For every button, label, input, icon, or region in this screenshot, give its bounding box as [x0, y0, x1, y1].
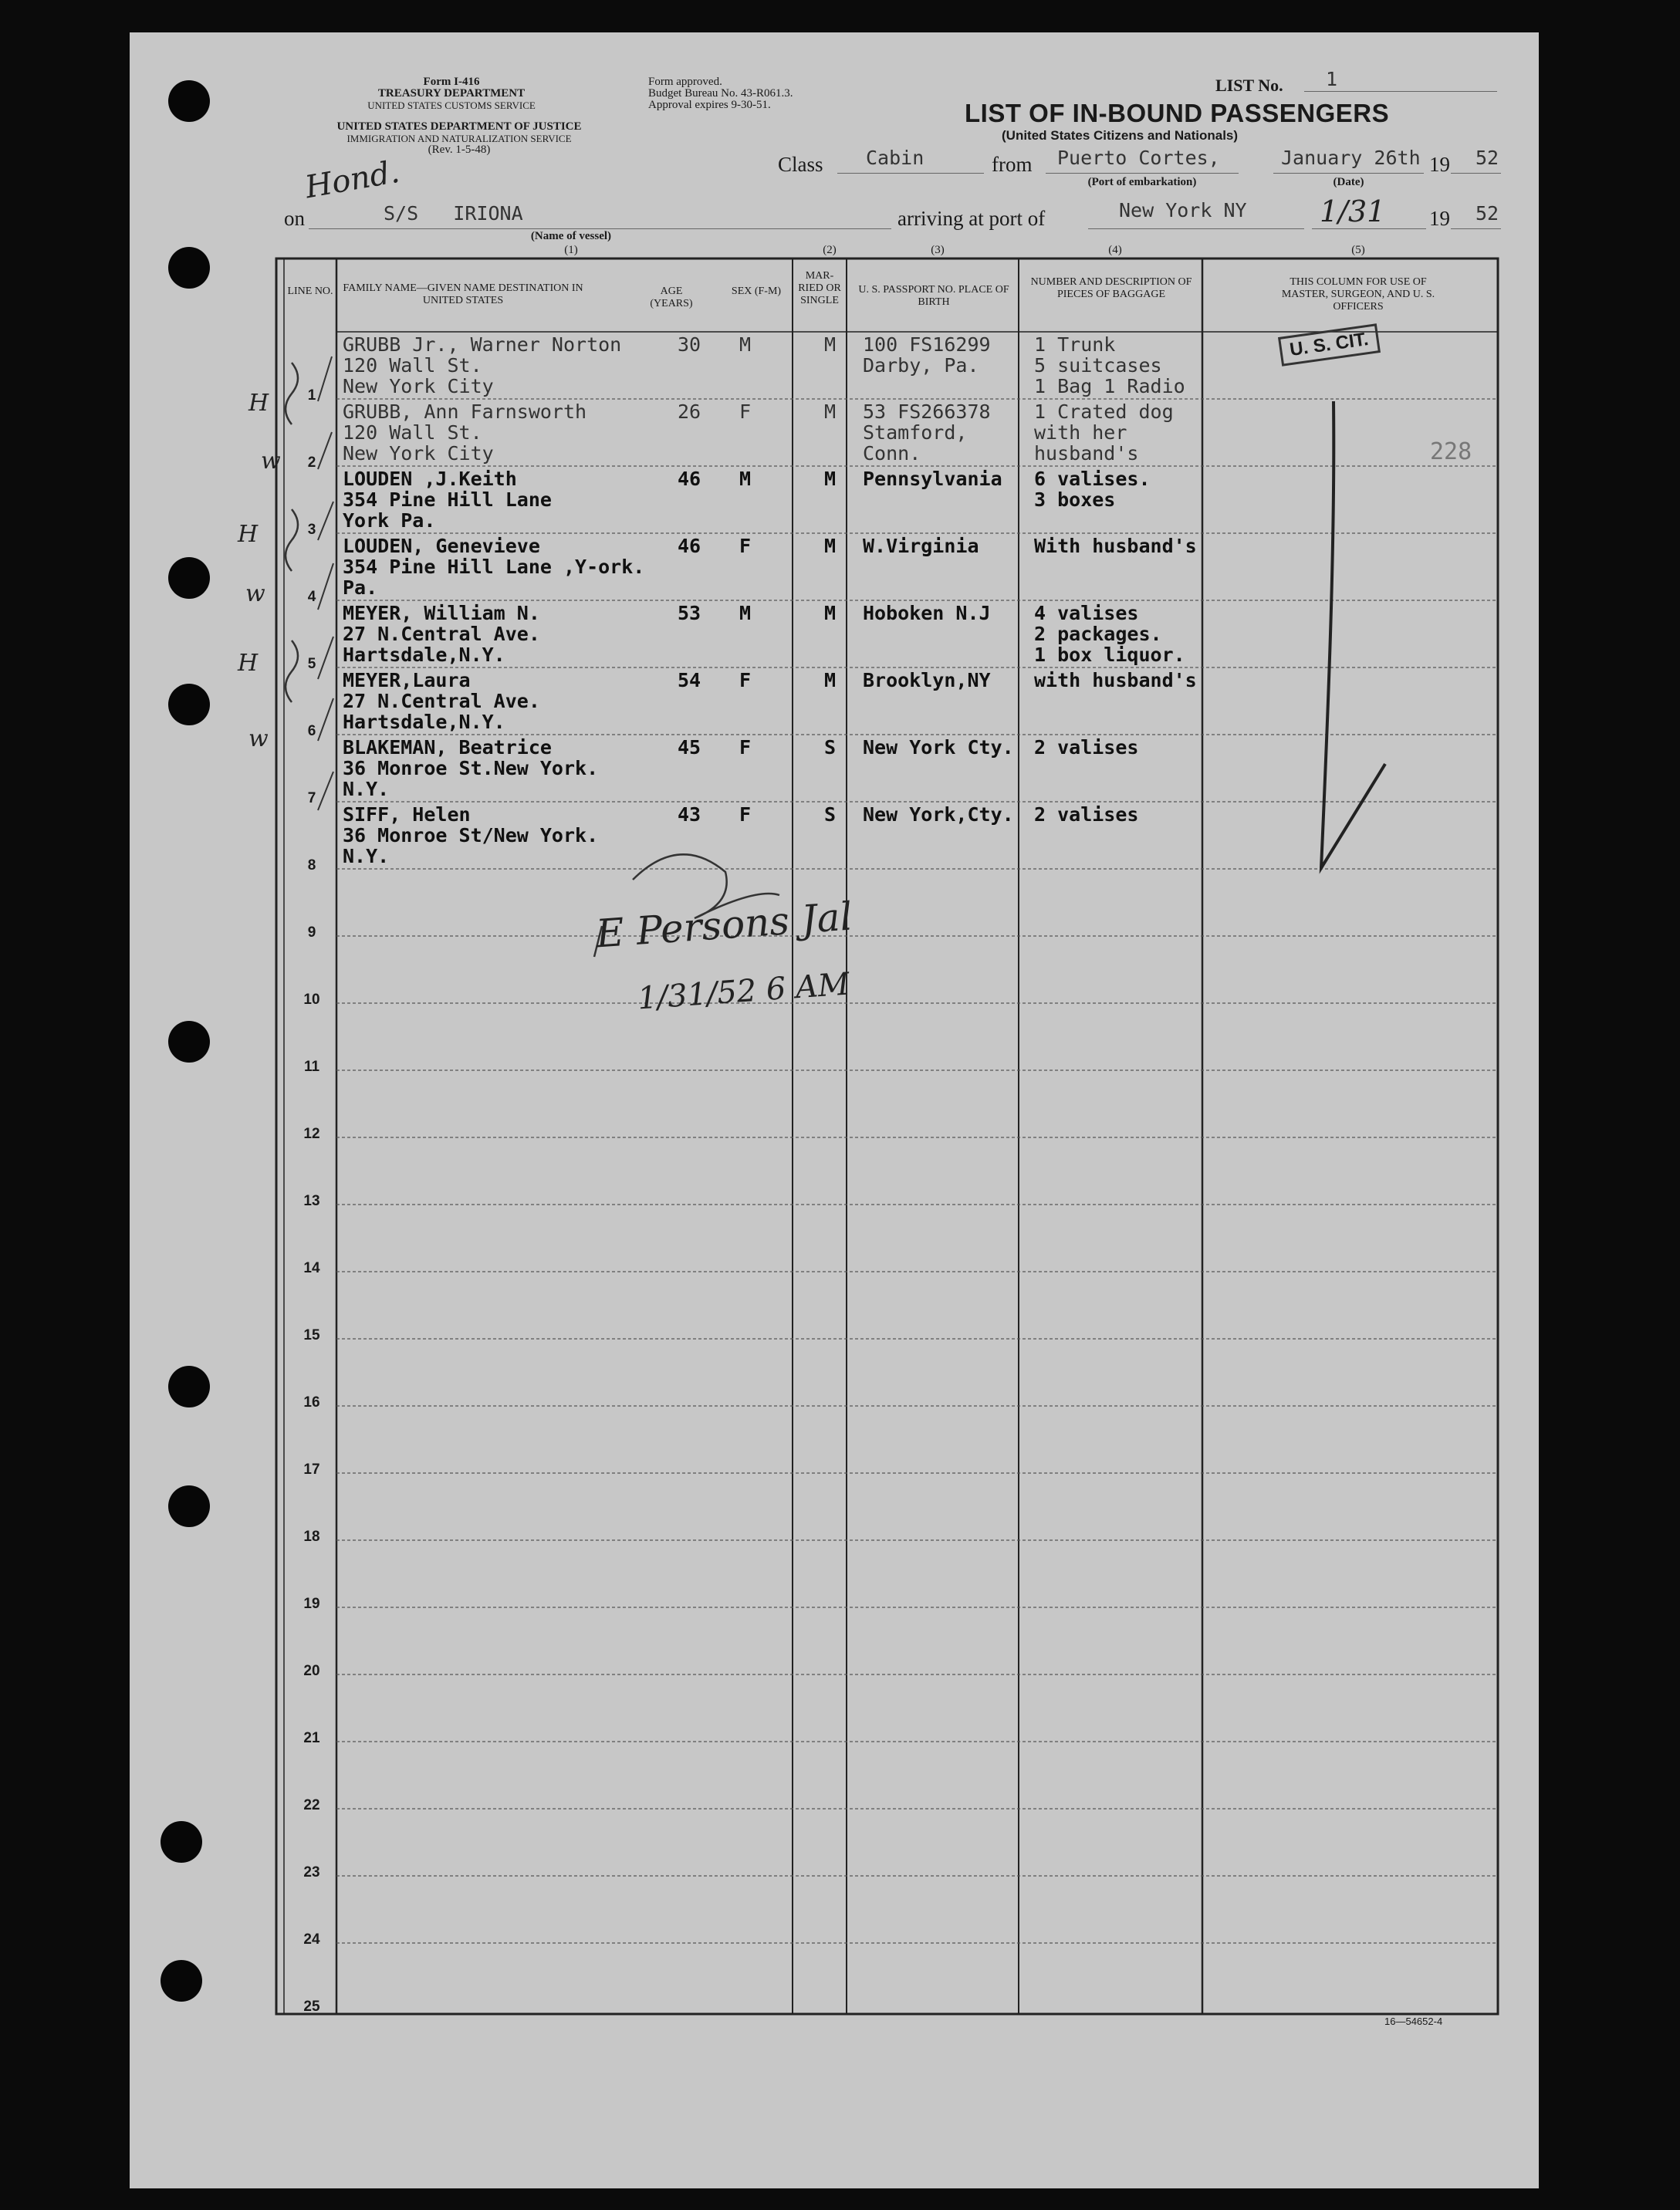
line-number: 17 — [303, 1462, 320, 1478]
line-number: 15 — [303, 1327, 320, 1343]
col-header-passport: U. S. PASSPORT NO. PLACE OF BIRTH — [858, 284, 1009, 308]
passenger-married: M — [824, 669, 837, 691]
passenger-name-line: BLAKEMAN, Beatrice — [343, 736, 552, 759]
baggage-item: 5 suitcases — [1034, 354, 1162, 377]
vessel-caption: (Name of vessel) — [530, 230, 612, 242]
baggage-item: with husband's — [1034, 669, 1197, 691]
baggage-item: 6 valises. — [1034, 468, 1151, 490]
passport-birthplace: New York,Cty. — [863, 803, 1014, 826]
handwritten-note: Hond. — [302, 154, 403, 206]
budget-bureau: Budget Bureau No. 43-R061.3. — [648, 87, 793, 100]
col-header-married: MAR-RIED OR SINGLE — [798, 270, 841, 306]
line-number: 22 — [303, 1797, 320, 1813]
passport-birthplace: 100 FS16299 — [863, 333, 991, 356]
us-citizen-stamp: U. S. CIT. — [1278, 323, 1381, 367]
footer-code: 16—54652-4 — [1384, 2016, 1443, 2027]
form-approved: Form approved. — [648, 76, 722, 88]
line-number: 10 — [303, 992, 320, 1008]
passenger-name-line: York Pa. — [343, 509, 436, 532]
passport-birthplace: Darby, Pa. — [863, 354, 979, 377]
margin-mark: H — [238, 521, 259, 548]
line-number: 25 — [303, 1999, 320, 2015]
year-value: 52 — [1475, 147, 1499, 169]
passenger-married: M — [824, 400, 837, 423]
passport-birthplace: Hoboken N.J — [863, 602, 991, 624]
passenger-name-line: 120 Wall St. — [343, 354, 482, 377]
on-label: on — [284, 207, 305, 230]
col-num-3: (3) — [931, 244, 945, 256]
line-number: 2 — [307, 455, 316, 471]
signature-date: 1/31/52 6 AM — [636, 966, 851, 1017]
date-caption: (Date) — [1333, 176, 1364, 188]
passenger-name-line: LOUDEN ,J.Keith — [343, 468, 517, 490]
line-number: 23 — [303, 1864, 320, 1881]
passport-birthplace: Stamford, — [863, 421, 968, 444]
line-number: 24 — [303, 1931, 320, 1948]
passenger-married: M — [824, 333, 837, 356]
line-number: 13 — [303, 1193, 320, 1209]
baggage-item: with her — [1034, 421, 1127, 444]
passenger-name-line: New York City — [343, 375, 494, 397]
passenger-name-line: Hartsdale,N.Y. — [343, 711, 505, 733]
passenger-name-line: N.Y. — [343, 845, 390, 867]
revision: (Rev. 1-5-48) — [428, 144, 491, 156]
passenger-name-line: 27 N.Central Ave. — [343, 623, 540, 645]
passenger-name-line: N.Y. — [343, 778, 390, 800]
baggage-item: With husband's — [1034, 535, 1197, 557]
form-title: LIST OF IN-BOUND PASSENGERS — [965, 99, 1390, 127]
passenger-name-line: 27 N.Central Ave. — [343, 690, 540, 712]
margin-mark: H — [238, 650, 259, 677]
col-header-line: LINE NO. — [287, 286, 333, 297]
passenger-married: M — [824, 535, 837, 557]
col-num-2: (2) — [823, 244, 837, 256]
line-number: 7 — [307, 790, 316, 806]
approval-expires: Approval expires 9-30-51. — [648, 99, 771, 111]
passenger-name-line: MEYER, William N. — [343, 602, 540, 624]
baggage-item: 1 Bag 1 Radio — [1034, 375, 1185, 397]
baggage-item: 3 boxes — [1034, 488, 1116, 511]
passport-birthplace: Conn. — [863, 442, 921, 465]
arrival-year: 52 — [1475, 202, 1499, 225]
passenger-name-line: 36 Monroe St.New York. — [343, 757, 599, 779]
from-label: from — [992, 153, 1033, 176]
line-number: 6 — [307, 723, 316, 739]
baggage-item: 1 Trunk — [1034, 333, 1116, 356]
justice-dept: UNITED STATES DEPARTMENT OF JUSTICE — [336, 120, 582, 133]
margin-mark: w — [248, 725, 269, 752]
vessel-name: S/S IRIONA — [384, 202, 523, 225]
baggage-item: 1 Crated dog — [1034, 400, 1174, 423]
line-number: 20 — [303, 1663, 320, 1679]
baggage-item: 2 packages. — [1034, 623, 1162, 645]
passenger-name-line: 120 Wall St. — [343, 421, 482, 444]
ins-service: IMMIGRATION AND NATURALIZATION SERVICE — [346, 133, 572, 144]
col-header-name: FAMILY NAME—GIVEN NAME DESTINATION IN UNITED STATES — [343, 282, 583, 306]
passenger-name-line: GRUBB, Ann Farnsworth — [343, 400, 587, 423]
line-number: 18 — [303, 1529, 320, 1545]
passenger-age: 46 — [678, 535, 701, 557]
passenger-sex: F — [739, 535, 752, 557]
line-number: 14 — [303, 1260, 320, 1276]
passenger-married: M — [824, 602, 837, 624]
passenger-sex: M — [739, 333, 752, 356]
line-number: 8 — [307, 857, 316, 874]
line-number: 11 — [303, 1059, 320, 1075]
passenger-sex: F — [739, 803, 752, 826]
passenger-sex: F — [739, 736, 752, 759]
passport-birthplace: 53 FS266378 — [863, 400, 991, 423]
col-header-baggage: NUMBER AND DESCRIPTION OF PIECES OF BAGGAGE — [1030, 276, 1192, 300]
line-number: 16 — [303, 1394, 320, 1411]
passenger-age: 53 — [678, 602, 701, 624]
list-no-label: LIST No. — [1215, 76, 1283, 95]
arrival-date: 1/31 — [1320, 194, 1386, 228]
passenger-name-line: New York City — [343, 442, 494, 465]
baggage-item: husband's — [1034, 442, 1139, 465]
passenger-married: S — [824, 803, 837, 826]
baggage-item: 1 box liquor. — [1034, 644, 1185, 666]
passenger-name-line: LOUDEN, Genevieve — [343, 535, 540, 557]
arrival-year-prefix: 19 — [1429, 207, 1450, 230]
line-number: 4 — [307, 589, 316, 605]
passenger-sex: F — [739, 400, 752, 423]
line-number: 21 — [303, 1730, 320, 1746]
passenger-age: 45 — [678, 736, 701, 759]
passenger-name-line: GRUBB Jr., Warner Norton — [343, 333, 622, 356]
passenger-sex: M — [739, 602, 752, 624]
col-header-sex: SEX (F-M) — [731, 286, 782, 297]
passenger-sex: F — [739, 669, 752, 691]
class-label: Class — [778, 153, 823, 176]
passenger-age: 26 — [678, 400, 701, 423]
passenger-married: M — [824, 468, 837, 490]
passenger-name-line: 36 Monroe St/New York. — [343, 824, 599, 846]
passenger-name-line: MEYER,Laura — [343, 669, 471, 691]
embark-date: January 26th — [1281, 147, 1421, 169]
passenger-age: 43 — [678, 803, 701, 826]
arriving-label: arriving at port of — [897, 207, 1046, 230]
col-header-age: AGE (YEARS) — [650, 286, 693, 309]
line-number: 12 — [303, 1126, 320, 1142]
col-num-4: (4) — [1108, 244, 1122, 256]
baggage-item: 4 valises — [1034, 602, 1139, 624]
line-number: 5 — [307, 656, 316, 672]
col-num-5: (5) — [1351, 244, 1365, 256]
passenger-name-line: 354 Pine Hill Lane — [343, 488, 552, 511]
passenger-age: 30 — [678, 333, 701, 356]
inspector-signature: E Persons Jal — [594, 894, 854, 957]
class-value: Cabin — [866, 147, 925, 169]
form-subtitle: (United States Citizens and Nationals) — [1002, 128, 1239, 143]
arrival-port: New York NY — [1119, 199, 1247, 221]
port-of-embarkation: Puerto Cortes, — [1057, 147, 1220, 169]
line-number: 1 — [307, 387, 316, 404]
passenger-name-line: Hartsdale,N.Y. — [343, 644, 505, 666]
line-number: 19 — [303, 1596, 320, 1612]
passport-birthplace: Brooklyn,NY — [863, 669, 991, 691]
customs-service: UNITED STATES CUSTOMS SERVICE — [367, 100, 536, 111]
baggage-item: 2 valises — [1034, 736, 1139, 759]
passenger-age: 54 — [678, 669, 701, 691]
passenger-married: S — [824, 736, 837, 759]
vessel-col-num: (1) — [564, 244, 578, 256]
passenger-name-line: 354 Pine Hill Lane ,Y-ork. — [343, 556, 645, 578]
passenger-name-line: Pa. — [343, 576, 378, 599]
baggage-item: 2 valises — [1034, 803, 1139, 826]
passport-birthplace: W.Virginia — [863, 535, 979, 557]
line-number: 9 — [307, 924, 316, 941]
margin-mark: H — [248, 390, 269, 417]
passport-birthplace: Pennsylvania — [863, 468, 1002, 490]
year-prefix: 19 — [1429, 153, 1450, 176]
col-header-officers: THIS COLUMN FOR USE OF MASTER, SURGEON, AND U. S. OFFICERS — [1281, 276, 1435, 313]
line-number: 3 — [307, 522, 316, 538]
passenger-sex: M — [739, 468, 752, 490]
treasury-dept: TREASURY DEPARTMENT — [377, 87, 526, 100]
margin-mark: w — [261, 448, 281, 475]
side-number: 228 — [1430, 438, 1472, 465]
form-number: Form I-416 — [423, 76, 480, 88]
list-no-value: 1 — [1326, 68, 1338, 90]
passport-birthplace: New York Cty. — [863, 736, 1014, 759]
passenger-age: 46 — [678, 468, 701, 490]
port-caption: (Port of embarkation) — [1087, 176, 1197, 188]
margin-mark: w — [245, 580, 265, 607]
passenger-name-line: SIFF, Helen — [343, 803, 471, 826]
